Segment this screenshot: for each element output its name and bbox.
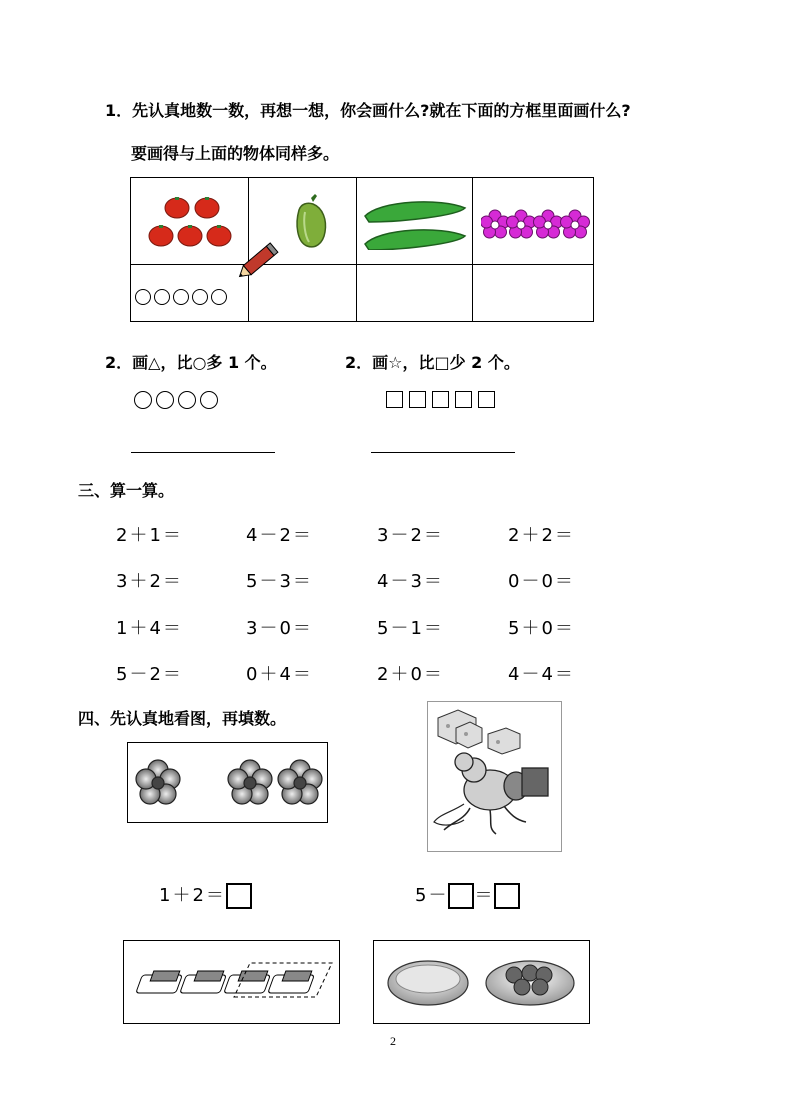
calc-r4c2: 0＋4＝	[246, 664, 313, 685]
q1-table	[130, 177, 594, 322]
mouse-cheese-box	[427, 701, 562, 852]
q2-circles	[134, 391, 222, 413]
pencil-icon	[235, 236, 285, 288]
calc-r2c3: 4－3＝	[377, 571, 444, 592]
plates-image	[382, 951, 582, 1015]
tomatoes-image	[143, 192, 237, 252]
q1-line1: 1．先认真地数一数，再想一想，你会画什么?就在下面的方框里面画什么?	[105, 101, 631, 120]
eq1	[159, 881, 252, 909]
eq2	[415, 881, 520, 909]
calc-r3c2: 3－0＝	[246, 618, 313, 639]
mouse-cheese-image	[430, 704, 560, 850]
eq1-text: 1＋2＝	[159, 885, 226, 906]
calc-r1c4: 2＋2＝	[508, 525, 575, 546]
q2-right-label: 2．画☆，比□少 2 个。	[345, 353, 520, 372]
q1-line2: 要画得与上面的物体同样多。	[131, 144, 340, 163]
eq2-answer-box-1[interactable]	[448, 883, 474, 909]
q2-left-label: 2．画△，比○多 1 个。	[105, 353, 277, 372]
cucumbers-image	[361, 198, 469, 250]
calc-r3c4: 5＋0＝	[508, 618, 575, 639]
erasers-image	[128, 955, 336, 1011]
eq2-answer-box-2[interactable]	[494, 883, 520, 909]
calc-r3c3: 5－1＝	[377, 618, 444, 639]
erasers-box	[123, 940, 340, 1024]
calc-r3c1: 1＋4＝	[116, 618, 183, 639]
q2-squares	[386, 391, 501, 412]
calc-r2c4: 0－0＝	[508, 571, 575, 592]
calc-r2c1: 3＋2＝	[116, 571, 183, 592]
grey-flowers-image	[134, 753, 324, 813]
grey-flowers-box	[127, 742, 328, 823]
calc-r4c4: 4－4＝	[508, 664, 575, 685]
section4-title: 四、先认真地看图，再填数。	[78, 709, 287, 728]
eq2-text-b: ＝	[474, 885, 495, 906]
calc-r1c2: 4－2＝	[246, 525, 313, 546]
pepper-image	[291, 194, 331, 250]
eq2-text-a: 5－	[415, 885, 449, 906]
q2-left-answer-line[interactable]	[131, 452, 275, 453]
answer-circles	[135, 289, 230, 309]
calc-r1c1: 2＋1＝	[116, 525, 183, 546]
q2-right-answer-line[interactable]	[371, 452, 515, 453]
section3-title: 三、算一算。	[78, 481, 175, 500]
calc-r1c3: 3－2＝	[377, 525, 444, 546]
eq1-answer-box[interactable]	[226, 883, 252, 909]
calc-r2c2: 5－3＝	[246, 571, 313, 592]
page-number: 2	[390, 1034, 396, 1048]
plates-box	[373, 940, 590, 1024]
flowers-image	[481, 206, 591, 244]
calc-r4c3: 2＋0＝	[377, 664, 444, 685]
calc-r4c1: 5－2＝	[116, 664, 183, 685]
